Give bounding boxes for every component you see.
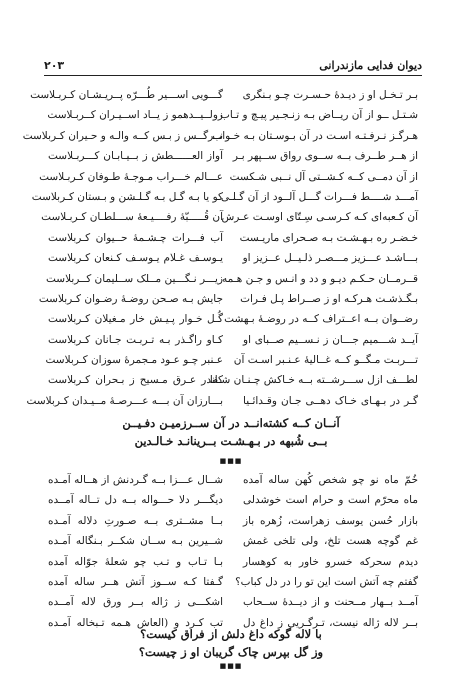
verse-line: عـنبر چـو عـود مـجمرهٔ سوزان کـربلاست — [45, 354, 223, 367]
poem-section-1 — [22, 85, 418, 411]
verse-line: بـر تـخـل او ز دیـدهٔ حـسـرت چـو بـنگری — [242, 89, 418, 101]
verse-line: کـاو راگـذر بـه تـربـت جـانان کـربلاست — [48, 333, 223, 346]
left-column-1 — [22, 85, 223, 411]
verse-line: خـضـر ره بـهـشـت بـه صـحرای ماریـست — [239, 231, 418, 244]
verse-line: زولــیــدهمو ز یــاد اســیـران کــربـلاست — [47, 109, 223, 122]
verse-line: خُمّ ماه نو چو شخص کُهن ساله آمده — [243, 474, 418, 486]
header-rule — [44, 75, 422, 76]
right-column-2 — [235, 470, 418, 633]
verse-line: گـــویی اســـیر طُـــرّه پــریـشـان کـربـلاست — [30, 89, 223, 101]
closing-couplet-line: بــی شُبهه در بـهـشـت بــرینانـد خـالـدین — [134, 434, 328, 448]
verse-line: گـفتا کـه ســوز آتش هــر ساله آمده — [48, 575, 223, 588]
verse-line: نــرگــس ز بـس کــه والـه و حـیران کـربلاست — [22, 129, 223, 142]
closing-couplet-line: وز گل بپرس چاک گریبان او ز چیست؟ — [138, 645, 324, 659]
verse-line: قــرمــان حـکـم دیـو و دد و انـس و جـن هـمه — [222, 272, 418, 285]
verse-line: جایش بـه صـحن روضـهٔ رضـوان کـربلاست — [38, 292, 223, 305]
end-marker: ■■■ — [219, 662, 243, 670]
verse-line: تب کـرد و (العاش هـمه تـبخاله آمـده — [48, 616, 223, 629]
running-header — [44, 52, 422, 72]
verse-line: بـگـذشـت هـرکـه او ز صــراط پـل فـرات — [240, 292, 418, 305]
verse-line: لطـــف ازل ســـرشــته بــه خـاکش چـنـان شـفا — [209, 374, 418, 387]
verse-line: آیــد شـــمیم جـــان ز نـســیم صــبای او — [243, 333, 418, 346]
verse-line: آمـــد شــــط فـــرات گـــل آلــود از آن گـلـی — [220, 190, 418, 203]
poem-section-2 — [48, 470, 418, 633]
verse-line: اشکـــی ز ژاله بــر ورق لاله آمــده — [48, 596, 223, 609]
closing-couplet-line: آنــان کــه کشته‌انــد در آن ســرزمیـن دفـیــن — [122, 416, 340, 430]
verse-line: تـــربـت مـگــو کــه غــالیهٔ عـنـبر اسـت آن — [233, 354, 418, 367]
verse-line: آن قُـــــبّهٔ رفــــیـعهٔ ســـلطـان کـربـلاست — [41, 211, 223, 224]
verse-line: دیدم سحرکه خسرو خاور به کوهسار — [243, 555, 418, 568]
verse-line: گُـل خـوار پـیـش خار مـغیلان کـربلاست — [48, 313, 223, 326]
verse-line: رضــوان بــه اعــتراف کــه در روضـهٔ بـهشت — [224, 313, 418, 326]
verse-line: کاندر عـرق مـسیح ز بـحران کـربلاست — [48, 374, 223, 387]
verse-line: آمــد بــهار مــحنت و از دیــدهٔ ســحاب — [243, 596, 418, 609]
left-column-2 — [48, 470, 223, 633]
verse-line: گـر در بـهـای خـاک دهــی جـان وقـدائـیا — [243, 394, 418, 407]
verse-line: زیـــر نـگـــین مــلک ســلیمان کــربلاست — [45, 272, 223, 285]
verse-line: از آن دمــی کــه کـشــتی آل نــبی شـکست — [229, 170, 418, 183]
verse-line: بــر لاله ژاله نیست، تـرگـریی ز داغ دل — [243, 616, 418, 629]
verse-line: بازار حُسن یوسف زهراست، زُهره باز — [243, 514, 418, 527]
verse-line: شــیرین بـه ســان شکــر بـنگاله آمـده — [48, 535, 223, 548]
verse-line: یـوسـف غـلام یـوسـف کـنعان کـربلاست — [48, 252, 223, 265]
verse-line: آن کـعبه‌ای کـه کـرسـی سِـتّای اوسـت عـرش — [221, 211, 418, 224]
verse-line: ماه محرّم است و حرام است خوشدلی — [243, 494, 418, 507]
verse-line: کو یا بـه گـل بـه گـلـشن و بـستان کـربلاست — [31, 190, 223, 203]
section-separator: ■■■ — [219, 457, 243, 465]
verse-line: شـتـل ــو از آن ریــاض بـه زنـجـیر پیـچ و تـاب — [220, 109, 418, 122]
book-title: دیوان فدایی مازندرانی — [319, 59, 422, 72]
verse-line: هـرگـز نـرفـتـه اسـت در آن بـوسـتان بـه خـواب — [212, 129, 418, 142]
verse-line: بــا مشــتری بــه صـورتِ دلاله آمـده — [48, 514, 223, 527]
closing-couplet-line: با لاله گوکه داغ دلش از فراق کیست؟ — [140, 627, 322, 641]
verse-line: آواز العــــــطش ز بــیـابـان کـــربـلاست — [48, 150, 223, 163]
right-column-1 — [209, 85, 418, 411]
verse-line: دیگـــر دلا حـــواله بــه دل تــاله آمــده — [48, 494, 223, 507]
verse-line: گفتم چه آتش است این تو را در دل کباب؟ — [235, 575, 418, 588]
verse-line: عـــالم خـــراب مـوجـهٔ طـوفان کـربـلاست — [39, 170, 223, 183]
page-number: ۲۰۳ — [44, 59, 65, 72]
verse-line: بـــاشـد عـــزیز مـــصـر ذلـیــل عــزیز او — [242, 252, 418, 265]
verse-line: بـا تـاب و تـب چو شعلهٔ جوّاله آمده — [48, 555, 223, 568]
verse-line: از هــر طــرف بــه ســوی رواق ســپهر بـر — [232, 150, 418, 163]
verse-line: بـــارزان آن بـــه عـــرصـهٔ مــیـدان کـربلاست — [26, 394, 223, 407]
verse-line: شــال عـــزا بــه گـردنش از هــاله آمـده — [48, 474, 223, 486]
verse-line: غم گوچه هست تلخ، ولی تلخی غمش — [243, 535, 418, 548]
verse-line: آب فـــرات چـشـمهٔ حــیوان کـربلاست — [48, 231, 223, 244]
